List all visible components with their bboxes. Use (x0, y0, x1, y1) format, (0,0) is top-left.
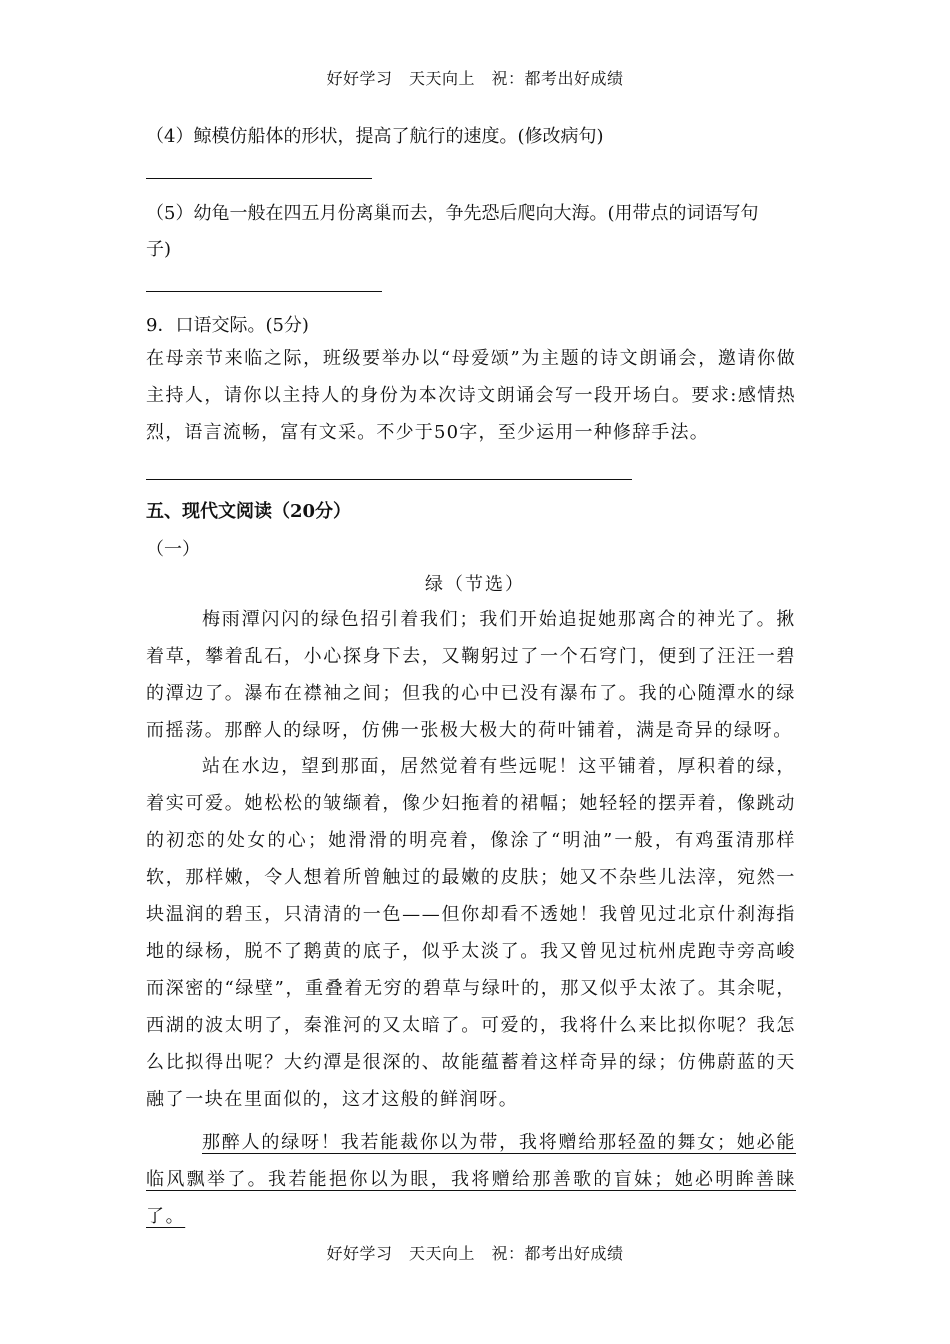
answer-line-5 (146, 291, 382, 292)
section-5-sub: （一） (146, 539, 200, 560)
passage-title: 绿（节选） (425, 574, 525, 595)
passage-paragraph-1: 梅雨潭闪闪的绿色招引着我们；我们开始追捉她那离合的神光了。揪着草，攀着乱石，小心探身下去，又鞠躬过了一个石穹门，便到了汪汪一碧的潭边了。瀑布在襟袖之间；但我的心中已没有瀑布了。我的心随潭水的绿而摇荡。那醉人的绿呀，仿佛一张极大极大的荷叶铺着，满是奇异的绿呀。 (146, 609, 796, 741)
question-4: （4）鲸模仿船体的形状，提高了航行的速度。(修改病句) (146, 126, 604, 147)
passage-paragraph-3: 那醉人的绿呀！我若能裁你以为带，我将赠给那轻盈的舞女；她必能临风飘举了。我若能挹你以为眼，我将赠给那善歌的盲妹；她必明眸善睐了。 (146, 1132, 796, 1227)
question-9-body: 在母亲节来临之际，班级要举办以“母爱颂”为主题的诗文朗诵会，邀请你做主持人，请你以主持人的身份为本次诗文朗诵会写一段开场白。要求:感情热烈，语言流畅，富有文采。不少于50字，至少运用一种修辞手法。 (146, 348, 796, 443)
question-9-heading: 9．口语交际。(5分) (146, 315, 309, 336)
page-footer: 好好学习 天天向上 祝：都考出好成绩 (326, 1244, 624, 1263)
answer-line-4 (146, 178, 372, 179)
section-5-heading: 五、现代文阅读（20分） (146, 501, 352, 522)
answer-line-9 (146, 479, 632, 480)
question-5-line1: （5）幼龟一般在四五月份离巢而去，争先恐后爬向大海。(用带点的词语写句 (146, 203, 759, 224)
question-5-line2: 子) (146, 239, 172, 260)
page-header: 好好学习 天天向上 祝：都考出好成绩 (326, 69, 624, 88)
passage-paragraph-2: 站在水边，望到那面，居然觉着有些远呢！这平铺着，厚积着的绿，着实可爱。她松松的皱缬着，像少妇拖着的裙幅；她轻轻的摆弄着，像跳动的初恋的处女的心；她滑滑的明亮着，像涂了“明油”一般，有鸡蛋清那样软，那样嫩，令人想着所曾触过的最嫩的皮肤；她又不杂些儿法滓，宛然一块温润的碧玉，只清清的一色——但你却看不透她！我曾见过北京什刹海指地的绿杨，脱不了鹅黄的底子，似乎太淡了。我又曾见过杭州虎跑寺旁高峻而深密的“绿壁”，重叠着无穷的碧草与绿叶的，那又似乎太浓了。其余呢，西湖的波太明了，秦淮河的又太暗了。可爱的，我将什么来比拟你呢？我怎么比拟得出呢？大约潭是很深的、故能蕴蓄着这样奇异的绿；仿佛蔚蓝的天融了一块在里面似的，这才这般的鲜润呀。 (146, 756, 796, 1110)
